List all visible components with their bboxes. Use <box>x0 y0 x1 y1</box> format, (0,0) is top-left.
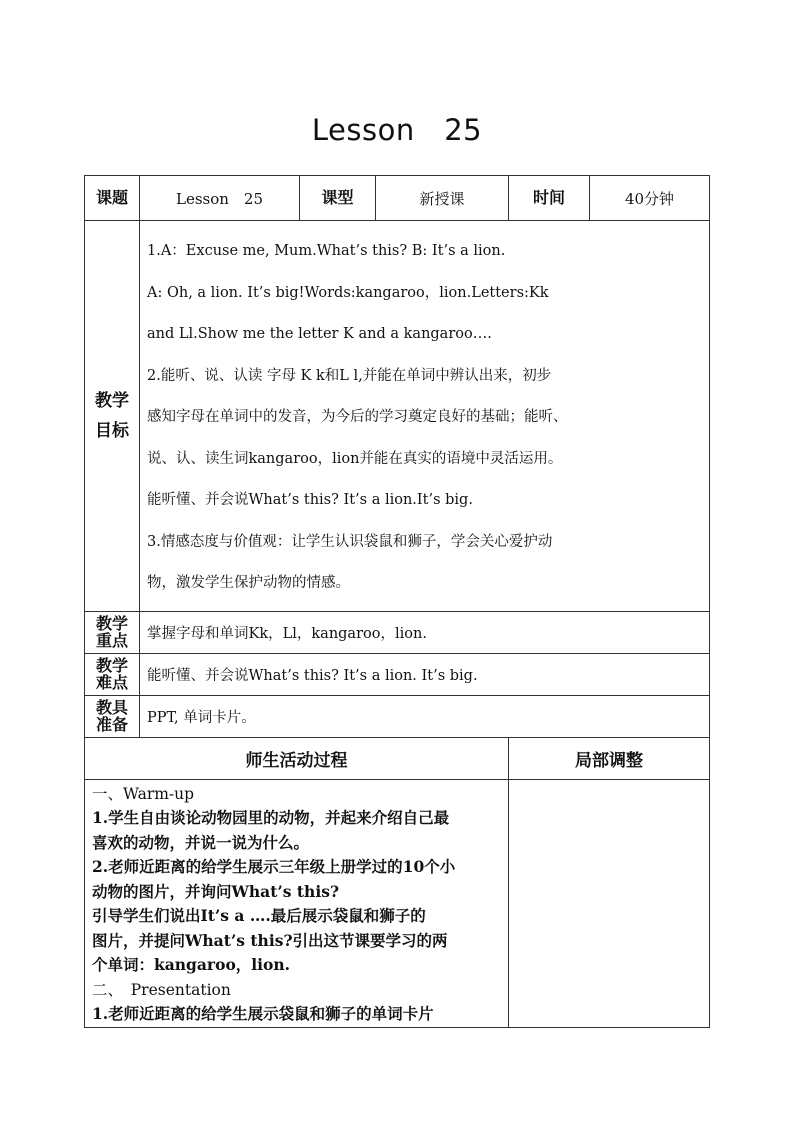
time-value: 40分钟 <box>590 176 710 221</box>
objective-line: 物，激发学生保护动物的情感。 <box>147 575 350 591</box>
objective-line: 1.A：Excuse me, Mum.What’s this? B: It’s a lion. <box>147 243 506 259</box>
difficulties-value: 能听懂、并会说What’s this? It’s a lion. It’s big. <box>140 653 710 695</box>
process-activity-content <box>85 779 509 1027</box>
key-points-label-text: 教学重点 <box>95 613 128 650</box>
type-value: 新授课 <box>376 176 509 221</box>
process-activity-header: 师生活动过程 <box>85 737 509 779</box>
objectives-label <box>85 221 140 612</box>
header-row <box>85 176 710 221</box>
process-line: 2.老师近距离的给学生展示三年级上册学过的10个小 <box>92 857 456 876</box>
objective-line: and Ll.Show me the letter K and a kangaroo…. <box>147 326 492 342</box>
process-line: 1.老师近距离的给学生展示袋鼠和狮子的单词卡片 <box>92 1004 434 1023</box>
topic-label: 课题 <box>85 176 140 221</box>
lesson-plan-table <box>84 175 710 1028</box>
materials-row <box>85 695 710 737</box>
type-label: 课型 <box>300 176 376 221</box>
process-adjust-header: 局部调整 <box>509 737 710 779</box>
process-line: 二、 Presentation <box>92 980 231 999</box>
process-line: 引导学生们说出It’s a ….最后展示袋鼠和狮子的 <box>92 906 426 925</box>
objective-line: A: Oh, a lion. It’s big!Words:kangaroo，lion.Letters:Kk <box>147 284 549 301</box>
materials-label <box>85 695 140 737</box>
time-label: 时间 <box>509 176 590 221</box>
objective-line: 说、认、读生词kangaroo，lion并能在真实的语境中灵活运用。 <box>147 450 563 467</box>
process-line: 1.学生自由谈论动物园里的动物，并起来介绍自己最 <box>92 808 450 827</box>
process-line: 喜欢的动物，并说一说为什么。 <box>92 832 310 852</box>
objectives-row <box>85 221 710 612</box>
page-title: Lesson 25 <box>311 113 483 147</box>
process-line: 动物的图片，并询问What’s this? <box>92 881 340 901</box>
process-line: 图片，并提问What’s this?引出这节课要学习的两 <box>92 930 448 950</box>
difficulties-label-text: 教学难点 <box>95 655 128 692</box>
materials-label-text: 教具准备 <box>95 697 128 734</box>
materials-value: PPT, 单词卡片。 <box>140 695 710 737</box>
objectives-content <box>140 221 710 612</box>
topic-value: Lesson 25 <box>140 176 300 221</box>
difficulties-row <box>85 653 710 695</box>
process-line: 一、Warm-up <box>92 784 195 803</box>
process-header-row <box>85 737 710 779</box>
process-line: 个单词：kangaroo，lion. <box>92 955 291 974</box>
objective-line: 能听懂、并会说What’s this? It’s a lion.It’s big. <box>147 492 473 508</box>
process-adjust-content <box>509 779 710 1027</box>
objective-line: 3.情感态度与价值观：让学生认识袋鼠和狮子，学会关心爱护动 <box>147 533 553 550</box>
key-points-row <box>85 611 710 653</box>
key-points-label <box>85 611 140 653</box>
objective-line: 2.能听、说、认读 字母 K k和L l,并能在单词中辨认出来，初步 <box>147 367 552 384</box>
difficulties-label <box>85 653 140 695</box>
process-row <box>85 779 710 1027</box>
objective-line: 感知字母在单词中的发音，为今后的学习奠定良好的基础；能听、 <box>147 409 568 425</box>
objectives-label-text: 教学目标 <box>95 390 129 441</box>
key-points-value: 掌握字母和单词Kk，Ll，kangaroo，lion. <box>140 611 710 653</box>
